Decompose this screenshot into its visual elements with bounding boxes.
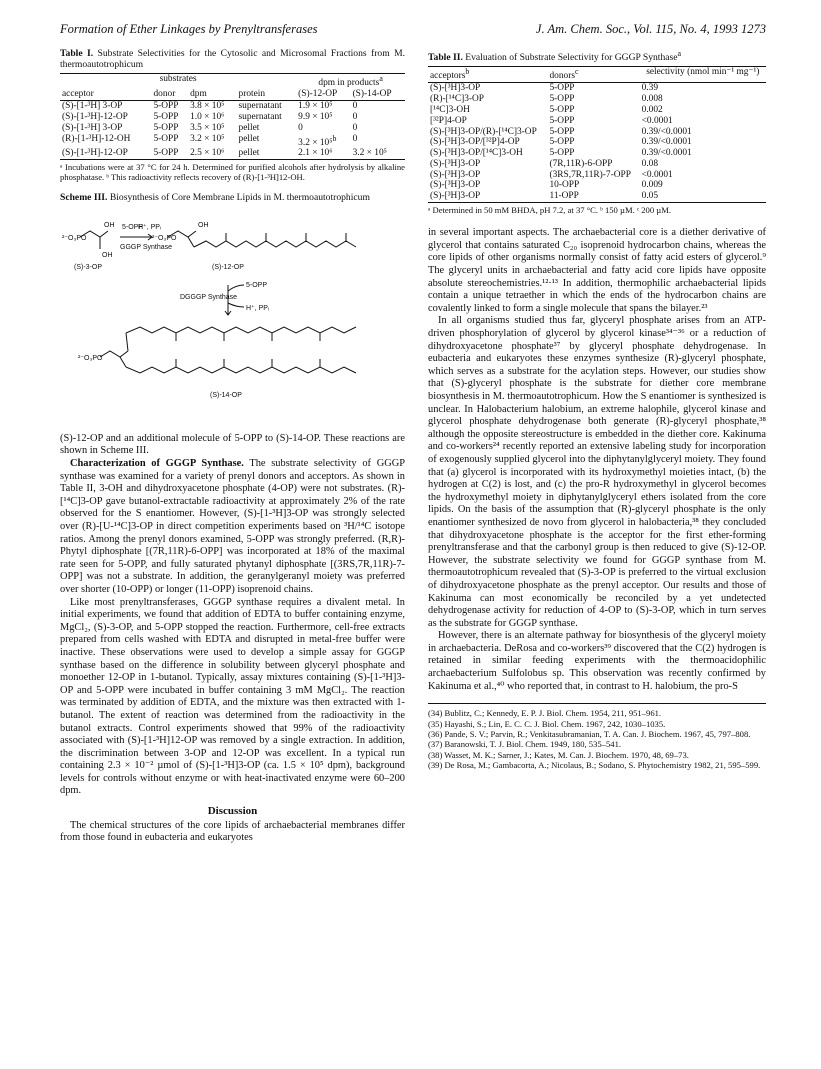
table1-caption-text: Substrate Selectivities for the Cytosolic and Microsomal Fractions from M. thermoautotrophicum (60, 48, 405, 71)
table-row: (S)-[³H]3-OP (7R,11R)-6-OPP 0.08 (430, 158, 659, 169)
svg-text:OH: OH (102, 251, 113, 259)
po3-label: ²⁻O₃PO (62, 234, 87, 242)
s14op-label: (S)-14-OP (210, 391, 242, 399)
table-row: (S)-[³H]3-OP 5-OPP 0.39 (430, 83, 659, 94)
right-paragraph-1: in several important aspects. The archaebacterial core is a diether derivative of glycerol that contains saturated C₂₀ isoprenoid hydrocarbon chains, whereas the core lipids of other organisms normally consist of fatty acid esters of glycerol.⁹ The glyceryl units in archaebacterial and fatty acid core lipids have opposite absolute stereochemistries.¹²·¹³ In addition, thermophilic archaebacterial lipids contain a unique tetraether in which the ends of the hydrocarbon chains are covalently linked to form a single molecule that spans the bilayer.²³ (428, 227, 766, 314)
table-row: (S)-[1-³H] 3-OP 5-OPP 3.5 × 10⁵ pellet 0 0 (62, 122, 358, 133)
table-row: (R)-[¹⁴C]3-OP 5-OPP 0.008 (430, 94, 663, 105)
s12op-label: (S)-12-OP (212, 263, 244, 271)
header-title: Formation of Ether Linkages by Prenyltransferases (60, 22, 318, 36)
s12op-chain (194, 241, 356, 247)
s3op-label: (S)-3-OP (74, 263, 102, 271)
table-row: [³²P]4-OP 5-OPP <0.0001 (430, 115, 673, 126)
discussion-heading: Discussion (207, 805, 258, 818)
table1-footnote: ᵃ Incubations were at 37 °C for 24 h. Determined for purified alcohols after hydrolysis by alkaline phosphatase. ᵇ This radioactivity reflects recovery of (R)-[1-³H]12-OH. (60, 162, 405, 183)
svg-text:H⁺, PPᵢ: H⁺, PPᵢ (138, 223, 162, 231)
reference-item: (36) Pande, S. V.; Parvin, R.; Venkitasubramanian, T. A. Can. J. Biochem. 1967, 45, 797–808. (428, 729, 751, 740)
table1-group-substrates: substrates (159, 74, 197, 85)
table1 (60, 73, 405, 160)
scheme3-caption: Scheme III. Biosynthesis of Core Membrane Lipids in M. thermoautotrophicum (60, 191, 370, 203)
reference-item: (35) Hayashi, S.; Lin, E. C. C. J. Biol. Chem. 1967, 242, 1030–1035. (428, 718, 666, 729)
svg-text:H⁺, PPᵢ: H⁺, PPᵢ (246, 304, 270, 312)
discussion-paragraph: The chemical structures of the core lipids of archaebacterial membranes differ from those found in eubacteria and eukaryotes (60, 819, 405, 844)
table2 (428, 66, 766, 203)
table1-header: protein (238, 89, 266, 100)
references (428, 703, 766, 770)
right-column (428, 48, 766, 771)
left-body-intro: (S)-12-OP and an additional molecule of 5-OPP to (S)-14-OP. These reactions are shown in Scheme III. (60, 432, 405, 457)
reference-item: (37) Baranowski, T. J. Biol. Chem. 1949, 180, 535–541. (428, 739, 622, 750)
char-paragraph: Characterization of GGGP Synthase. The substrate selectivity of GGGP synthase was examined for a variety of prenyl donors and acceptors. As shown in Table II, 3-OH and dihydroxyacetone phosphate (4-OP) were not substrates. (R)-[¹⁴C]3-OP gave butanol-extractable radioactivity at approximately 2% of the rate observed for the S enantiomer. However, (S)-[1-³H]3-OP was strongly selected over (R)-[U-¹⁴C]3-OP in direct competition experiments based on ³H/¹⁴C isotope ratios. Among the prenyl donors examined, 5-OPP was strongly preferred. (R,R)-Phytyl diphosphate [(7R,11R)-6-OPP] was incorporated at 18% of the maximal rate seen for 5-OPP, and fully saturated phytanyl diphosphate [(3RS,7R,11R)-7-OPP] was not a substrate. In addition, the geranylgeranyl moiety was preferred over shorter (10-OPP) or longer (11-OPP) isoprenoid chains. (60, 458, 405, 595)
table1-header: donor (153, 89, 176, 100)
table2-header: selectivity (nmol min⁻¹ mg⁻¹) (646, 67, 760, 78)
table1-header: acceptor (62, 89, 94, 100)
table2-footnote: ᵃ Determined in 50 mM BHDA, pH 7.2, at 37 °C. ᵇ 150 µM. ᶜ 200 µM. (428, 205, 672, 216)
svg-text:OH: OH (198, 221, 209, 229)
right-paragraph-2: In all organisms studied thus far, glyceryl phosphate arises from an ATP-driven phosphorylation of glycerol by glycerol kinase³⁴⁻³⁶ or a reduction of dihydroxyacetone phosphate³⁷ by glyceryl phosphate dehydrogenase. In eubacteria and eukaryotes these enzymes synthesize (R)-glyceryl phosphate, which serves as a substrate for the acylation steps. However, our studies show that (S)-glyceryl phosphate is the substrate for diether core membrane biosynthesis in M. thermoautotrophicum. How the S enantiomer is synthesized is unclear. In Halobacterium halobium, an extreme halophile, glycerol kinase and glycerol phosphate dehydrogenase both generate (R)-glyceryl phosphate,³⁸ although the opposite stereostructure is embedded in the diether core. Kakinuma and co-workers²⁴ recently reported an extensive labeling study for incorporation of exogenously supplied glycerol into the diphytanylglyceryl moiety. They found that (a) glycerol is incorporated with its hydroxymethyl moieties intact, (b) the hydrogen at C(2) is lost, and (c) the pro-R hydroxymethyl in glycerol becomes the hydroxymethyl moiety in diphytanylglyceryl ethers isolated from the core lipids. On the basis of the assumption that (R)-glyceryl phosphate is the only enantiomer synthesized de novo from glycerol in halobacteria,³⁸ they concluded that dihydroxyacetone phosphate is the acceptor for the first ether-forming prenyltransferase and that the carbonyl group is then reduced to give (S)-12-OP. However, the substrate selectivity we found for GGGP synthase from M. thermoautotrophicum revealed that (S)-3-OP is preferred to the virtual exclusion of dihydroxyacetone phosphate as the prenyl acceptor. Our results and those of Kakinuma can most economically be reconciled by a yet undetected dehydrogenase activity for reduction of 4-OP to (S)-3-OP, which in turn serves as the substrate for GGGP synthase. (428, 315, 766, 629)
s14op-chain-b (126, 367, 356, 373)
reference-item: (39) De Rosa, M.; Gambacorta, A.; Nicolaus, B.; Sodano, S. Phytochemistry 1982, 21, 595–599. (428, 760, 761, 771)
table-row: (S)-[³H]3-OP/[³²P]4-OP 5-OPP 0.39/<0.0001 (430, 137, 692, 148)
table-row: (S)-[³H]3-OP/(R)-[¹⁴C]3-OP 5-OPP 0.39/<0.0001 (430, 126, 692, 137)
table-row: (S)-[1-³H] 3-OP 5-OPP 3.8 × 10⁵ supernatant 1.9 × 10⁵ 0 (62, 101, 358, 112)
scheme3-figure (60, 207, 405, 425)
table1-label: Table I. (60, 48, 94, 59)
left-column (60, 48, 405, 845)
table2-header: donors$^c$ (549, 67, 579, 82)
table-row: (R)-[1-³H]-12-OH 5-OPP 3.2 × 10⁵ pellet 3.2 × 10⁵$^b$ 0 (62, 133, 358, 148)
table1-caption (60, 48, 405, 70)
running-header (60, 22, 766, 37)
svg-text:²⁻O₃PO: ²⁻O₃PO (78, 354, 103, 362)
table-row: (S)-[1-³H]-12-OP 5-OPP 2.5 × 10⁶ pellet 2.1 × 10⁶ 3.2 × 10⁵ (60, 148, 405, 159)
table2-caption: Table II. Evaluation of Substrate Selectivity for GGGP Synthase$^a$ (428, 49, 682, 64)
table-row: [¹⁴C]3-OH 5-OPP 0.002 (430, 104, 663, 115)
table1-header: dpm (190, 89, 207, 100)
table-row: (S)-[³H]3-OP 10-OPP 0.009 (430, 180, 663, 191)
dgggp-label: DGGGP Synthase (180, 293, 238, 301)
right-paragraph-3: However, there is an alternate pathway for biosynthesis of the glyceryl moiety in archaebacteria. DeRosa and co-workers³⁹ discovered that the C(2) hydrogen is retained in similar feeding experiments with the thermoacidophilic archaebacterium Sulfolobus sp. This observation was recently confirmed by Kakinuma et al.,⁴⁰ who reported that, in contrast to H. halobium, the pro-S (428, 630, 766, 692)
table-row: (S)-[³H]3-OP/[¹⁴C]3-OH 5-OPP 0.39/<0.0001 (430, 148, 692, 159)
table-row: (S)-[³H]3-OP (3RS,7R,11R)-7-OPP <0.0001 (430, 169, 673, 180)
table2-header: acceptors$^b$ (430, 67, 470, 82)
opp1-label: 5-OPP (122, 223, 144, 231)
reference-item: (38) Wasset, M. K.; Sarner, J.; Kates, M. Can. J. Biochem. 1970, 48, 69–73. (428, 749, 689, 760)
table-row: (S)-[1-³H]-12-OP 5-OPP 1.0 × 10⁶ supernatant 9.9 × 10⁵ 0 (62, 111, 358, 122)
header-journal: J. Am. Chem. Soc., Vol. 115, No. 4, 1993 1273 (535, 22, 766, 36)
table1-header: (S)-14-OP (352, 89, 392, 100)
reference-item: (34) Bublitz, C.; Kennedy, E. P. J. Biol. Chem. 1954, 211, 951–961. (428, 708, 662, 719)
ggcp-label: GGGP Synthase (120, 243, 173, 251)
scheme3-drawing (60, 207, 405, 425)
table1-group-products: dpm in products$^a$ (318, 74, 383, 89)
table-row: (S)-[³H]3-OP 11-OPP 0.05 (428, 191, 766, 202)
opp2-label: 5-OPP (246, 281, 268, 289)
s14op-chain-a (126, 327, 356, 333)
svg-text:OH: OH (104, 221, 115, 229)
table1-header: (S)-12-OP (298, 89, 338, 100)
svg-text:²⁻O₃PO: ²⁻O₃PO (152, 234, 177, 242)
char-paragraph-2: Like most prenyltransferases, GGGP synthase requires a divalent metal. In initial experiments, we found that addition of EDTA to buffer containing enzyme, MgCl₂, (S)-3-OP, and 5-OPP stopped the reaction. Furthermore, cell-free extracts prepared from cells washed with EDTA and disrupted in metal-free buffer were inactive. These observations were used to develop a simple assay for GGGP synthase based on the difference in solubility between glyceryl phosphate and monoether 12-OP in 1-butanol. Typically, assay mixtures containing (S)-[1-³H]3-OP and 5-OPP were incubated in buffer containing 3 mM MgCl₂. The reaction was terminated by addition of EDTA, and the mixture was then extracted with 1-butanol. The extent of reaction was determined from the radioactivity in the butanol extracts. Control experiments showed that 99% of the radioactivity associated with (S)-[1-³H]12-OP was removed by a single extraction. In addition, the discrimination between 3-OP and 12-OP was excellent. In a typical run containing 2.3 × 10⁻² µmol of (S)-[1-³H]3-OP (ca. 1.5 × 10⁵ dpm), background levels for controls without enzyme or with heat-inactivated enzyme were 60–200 dpm. (60, 596, 405, 797)
